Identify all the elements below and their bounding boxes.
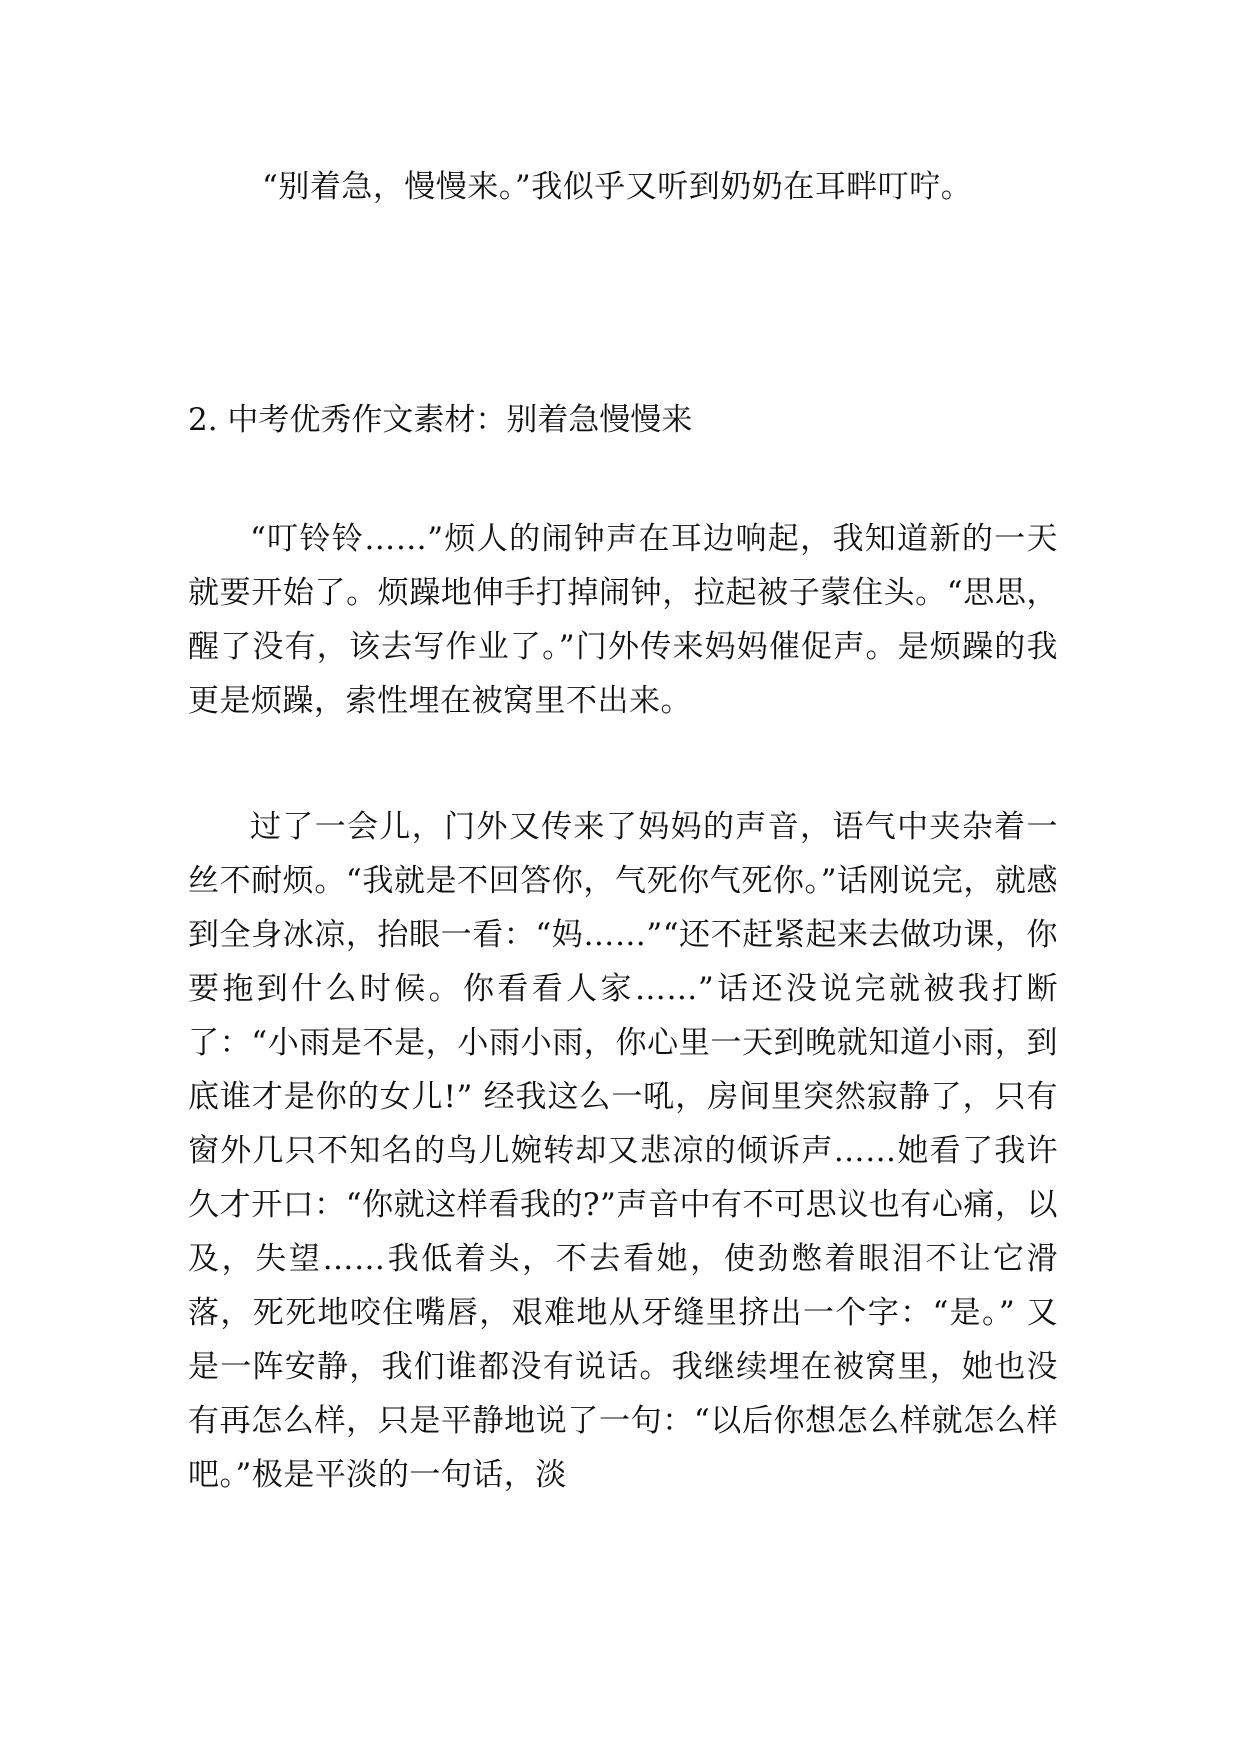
paragraph-1: “叮铃铃……”烦人的闹钟声在耳边响起，我知道新的一天就要开始了。烦躁地伸手打掉闹钟，拉起被子蒙住头。“思思，醒了没有，该去写作业了。”门外传来妈妈催促声。是烦躁的我更是烦躁，索性埋在被窝里不出来。 <box>188 521 1058 719</box>
section-heading: 2. 中考优秀作文素材：别着急慢慢来 <box>188 402 693 438</box>
paragraph-2: 过了一会儿，门外又传来了妈妈的声音，语气中夹杂着一丝不耐烦。“我就是不回答你，气死你气死你。”话刚说完，就感到全身冰凉，抬眼一看：“妈……”“还不赶紧起来去做功课，你要拖到什么时候。你看看人家……”话还没说完就被我打断了：“小雨是不是，小雨小雨，你心里一天到晚就知道小雨，到底谁才是你的女儿!” 经我这么一吼，房间里突然寂静了，只有窗外几只不知名的鸟儿婉转却又悲凉的倾诉声……她看了我许久才开口：“你就这样看我的?”声音中有不可思议也有心痛，以及，失望……我低着头，不去看她，使劲憋着眼泪不让它滑落，死死地咬住嘴唇，艰难地从牙缝里挤出一个字：“是。” 又是一阵安静，我们谁都没有说话。我继续埋在被窝里，她也没有再怎么样，只是平静地说了一句：“以后你想怎么样就怎么样吧。”极是平淡的一句话，淡 <box>188 809 1058 1493</box>
closing-line: “别着急，慢慢来。”我似乎又听到奶奶在耳畔叮咛。 <box>262 169 973 205</box>
